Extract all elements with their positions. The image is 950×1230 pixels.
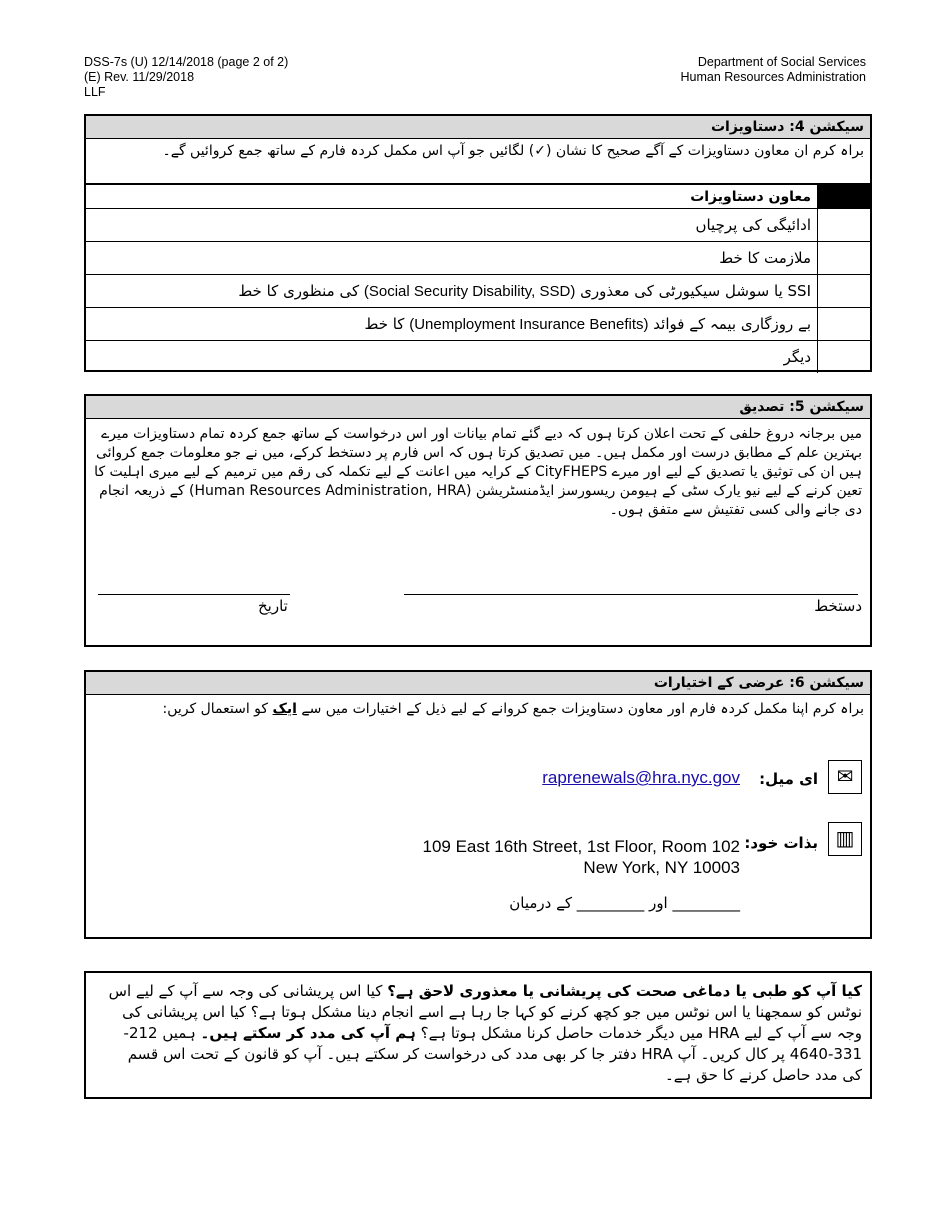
form-header-right [681,55,867,85]
section-6-title: سیکشن 6: عرضی کے اختیارات [86,672,870,695]
document-row-unemployment-letter [86,308,870,341]
section-4-intro: براہ کرم ان معاون دستاویزات کے آگے صحیح کا نشان (✓) لگائیں جو آپ اس مکمل کردہ فارم کے ساتھ جمع کروائیں گے۔ [162,143,864,159]
document-label: SSI یا سوشل سیکیورٹی کی معذوری (Social Security Disability, SSD) کی منظوری کا خط [86,275,818,308]
form-language: LLF [84,85,106,99]
documents-table [86,183,870,373]
document-label: ملازمت کا خط [86,242,818,275]
section-4-title: سیکشن 4: دستاویزات [86,116,870,139]
document-row-other [86,341,870,374]
section-5-certification [84,394,872,647]
building-icon: ▥ [828,822,862,856]
signature-label: دستخط [814,597,862,615]
documents-column-header: معاون دستاویزات [86,184,818,209]
section-6-intro: براہ کرم اپنا مکمل کردہ فارم اور معاون دستاویزات جمع کروانے کے لیے ذیل کے اختیارات میں سے ایک کو استعمال کریں: [162,701,864,717]
document-row-employment-letter [86,242,870,275]
checkbox-pay-stubs[interactable] [818,209,871,242]
checkbox-unemployment-letter[interactable] [818,308,871,341]
administration-name: Human Resources Administration [680,70,866,84]
notice-text: کیا آپ کو طبی یا دماغی صحت کی پریشانی یا معذوری لاحق ہے؟ کیا اس پریشانی کی وجہ سے آپ کے لیے اس نوٹس کو سمجھنا یا اس نوٹس میں جو کچھ کرنے کو کہا جا رہا ہے اسے انجام دینا مشکل ہوتا ہے؟ کیا اس پریشانی کی وجہ سے آپ کے لیے HRA میں دیگر خدمات حاصل کرنا مشکل ہوتا ہے؟ ہم آپ کی مدد کر سکتے ہیں۔ ہمیں 212-331-4640 پر کال کریں۔ آپ HRA دفتر جا کر بھی مدد کی درخواست کر سکتے ہیں۔ آپ کو قانون کے تحت اس قسم کی مدد حاصل کرنے کا حق ہے۔ [108,982,862,1084]
date-line[interactable] [98,594,290,595]
form-revision: (E) Rev. 11/29/2018 [84,70,195,84]
document-label: بے روزگاری بیمہ کے فوائد (Unemployment Insurance Benefits) کا خط [86,308,818,341]
office-hours: _________ اور _________ کے درمیان [509,894,740,912]
section-6-submission-options [84,670,872,939]
section-4-documents [84,114,872,372]
document-row-ssd-letter [86,275,870,308]
in-person-label: بذات خود: [744,834,818,852]
checkbox-ssd-letter[interactable] [818,275,871,308]
department-name: Department of Social Services [697,55,866,69]
form-code: DSS-7s (U) 12/14/2018 (page 2 of 2) [84,55,289,69]
document-label: دیگر [86,341,818,374]
checkbox-other[interactable] [818,341,871,374]
envelope-icon: ✉ [828,760,862,794]
checkbox-column-header [818,184,871,209]
document-row-pay-stubs [86,209,870,242]
form-header-left [84,55,288,100]
signature-line[interactable] [404,594,858,595]
document-label: ادائیگی کی پرچیاں [86,209,818,242]
notice-question: کیا آپ کو طبی یا دماغی صحت کی پریشانی یا معذوری لاحق ہے؟ [387,982,862,1000]
documents-table-header [86,184,870,209]
intro-emphasis: ایک [272,701,297,717]
email-label: ای میل: [759,770,818,788]
office-address: 109 East 16th Street, 1st Floor, Room 102 New York, NY 10003 [422,837,740,877]
notice-help-statement: ہم آپ کی مدد کر سکتے ہیں۔ [200,1024,416,1042]
email-link[interactable]: raprenewals@hra.nyc.gov [542,768,740,787]
certification-statement: میں برجانہ دروغ حلفی کے تحت اعلان کرتا ہوں کہ دیے گئے تمام بیانات اور اس درخواست کے ساتھ جمع کردہ تمام دستاویزات میرے بہترین علم کے مطابق درست اور مکمل ہیں۔ میں تصدیق کرتا ہوں کہ اس فارم پر دستخط کرکے، میں نے جو معلومات جمع کروائی ہیں ان کی توثیق یا تصدیق کے لیے اور میرے CityFHEPS کے کرایہ میں اعانت کے لیے تکملہ کی رقم میں ترمیم کے لیے میری اہلیت کا تعین کرنے کے لیے نیو یارک سٹی کے ہیومن ریسورسز ایڈمنسٹریشن (Human Resources Administration, HRA) کے ذریعہ انجام دی جانے والی کسی تفتیش سے متفق ہوں۔ [94,426,862,518]
checkbox-employment-letter[interactable] [818,242,871,275]
section-5-title: سیکشن 5: تصدیق [86,396,870,419]
date-label: تاریخ [258,597,288,615]
accessibility-notice [84,971,872,1099]
